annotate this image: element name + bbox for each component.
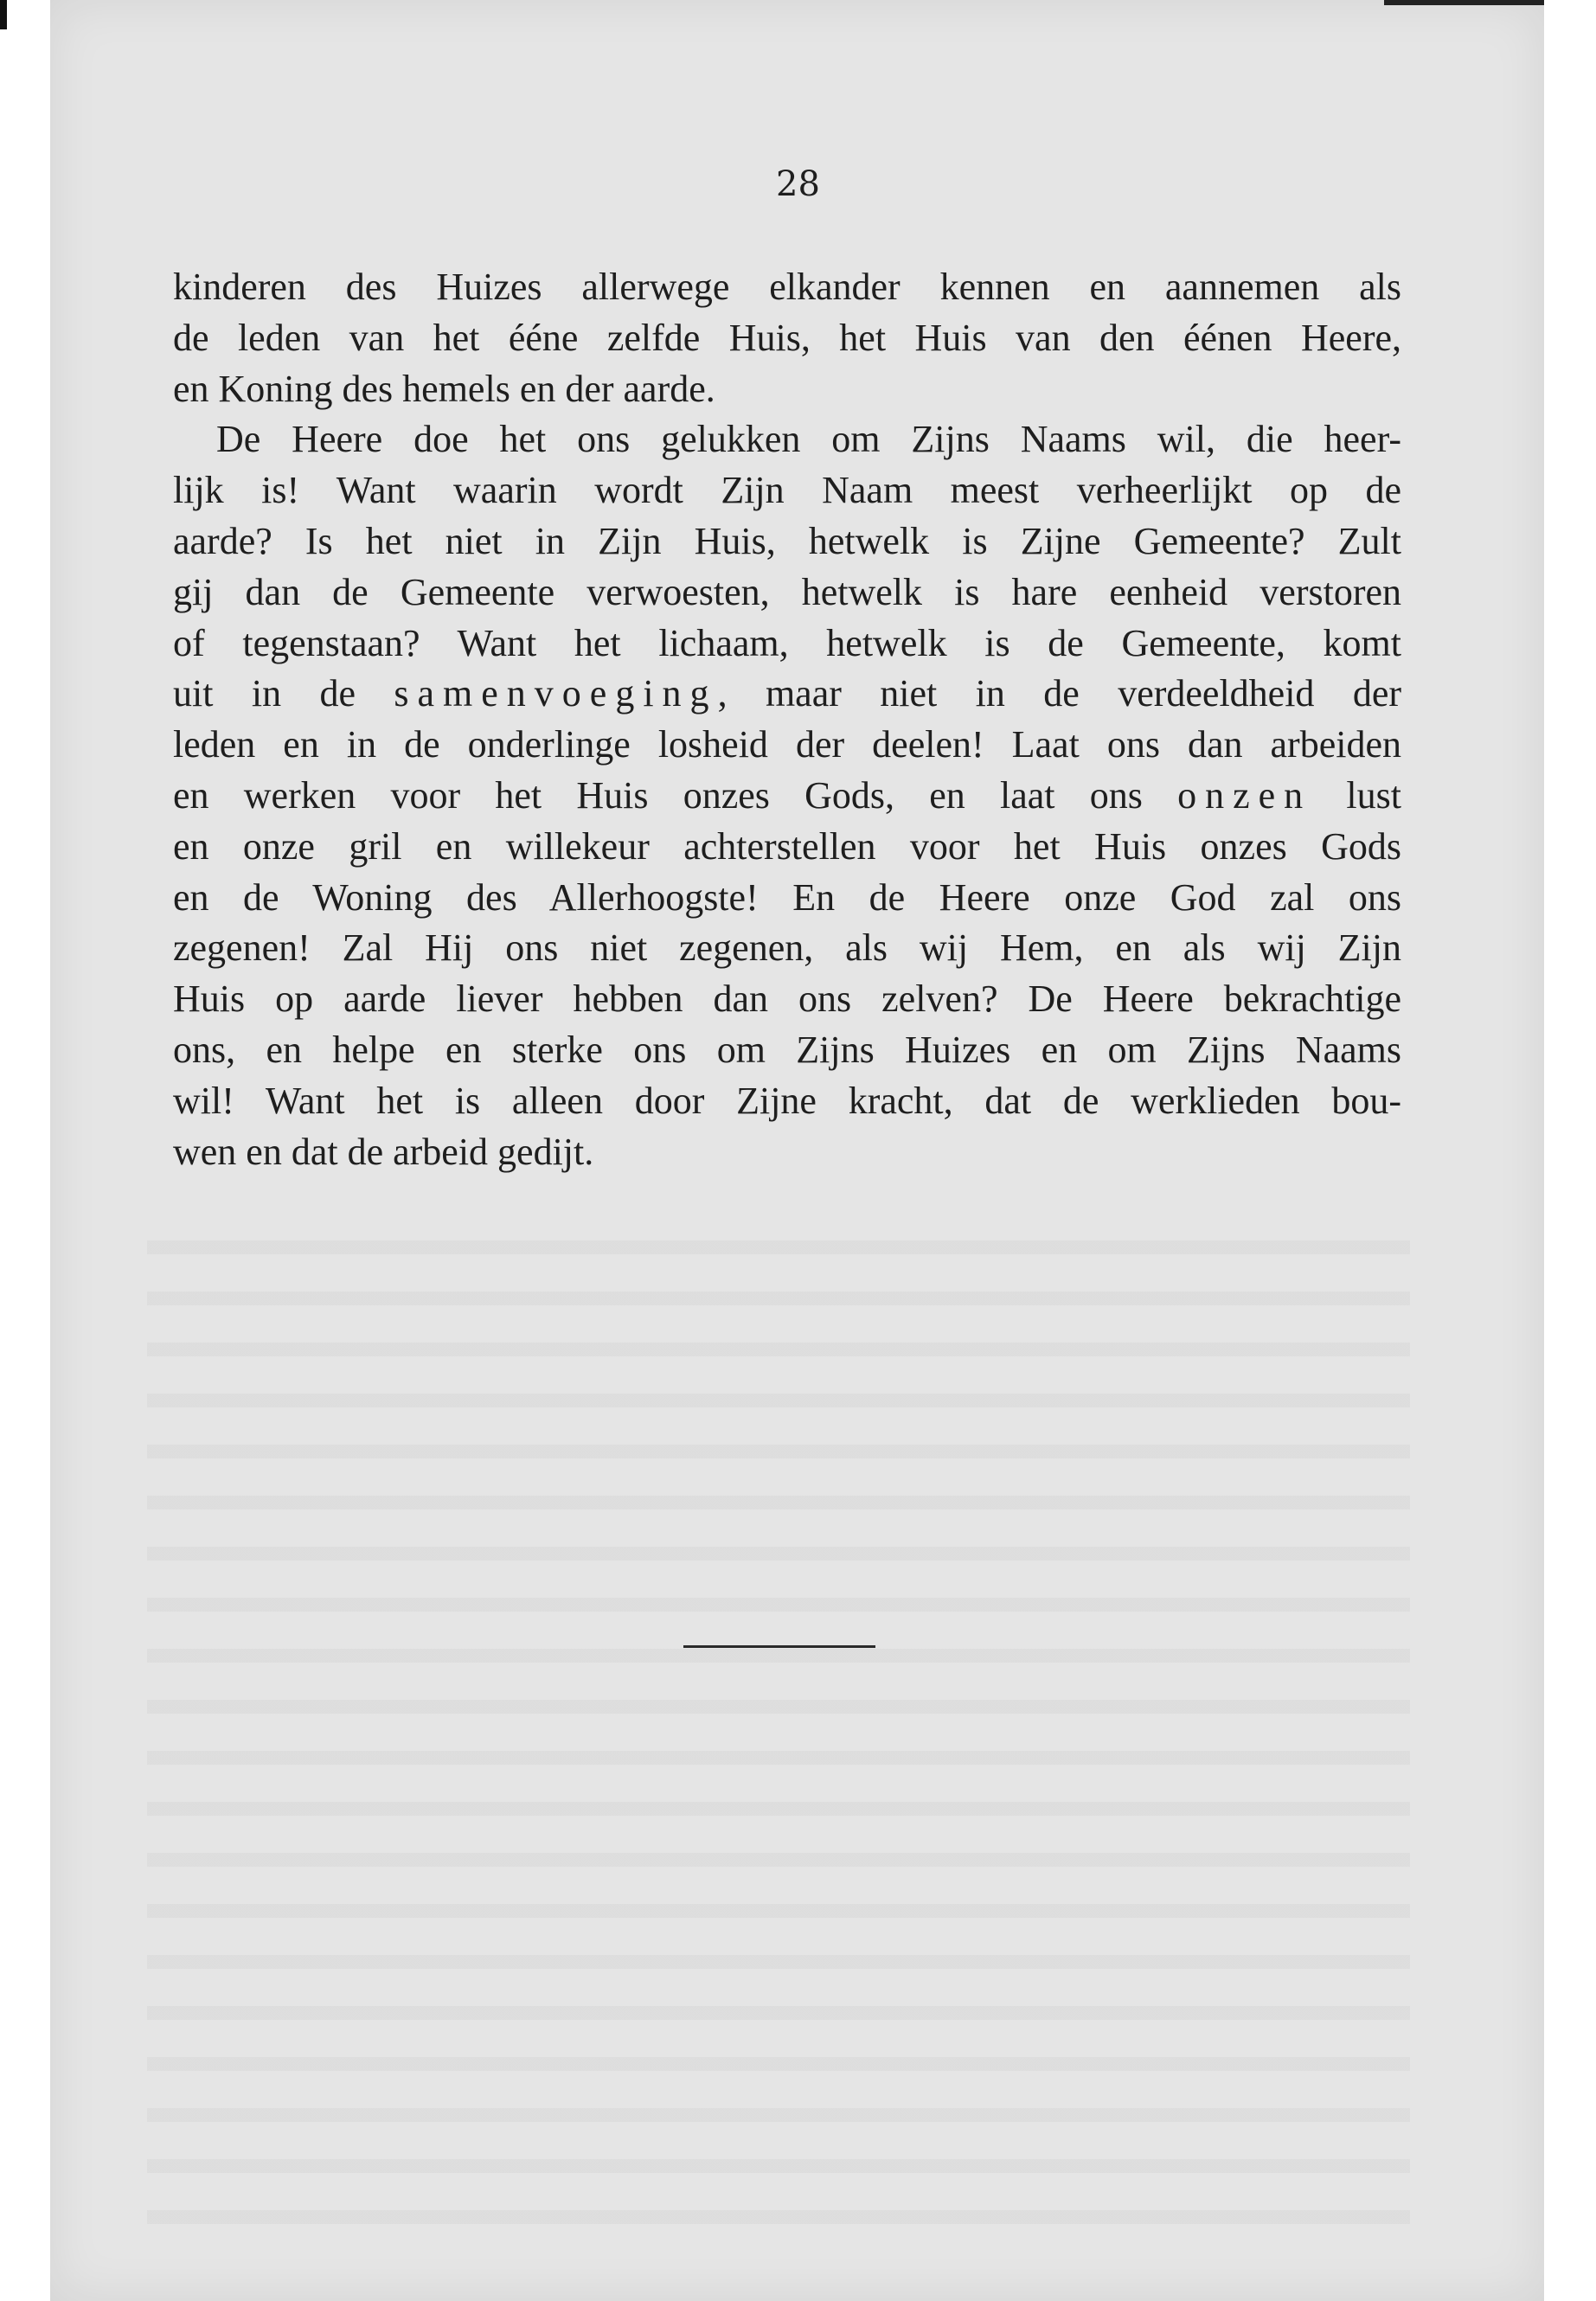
text-run: lust [1311,773,1401,817]
text-line: en onze gril en willekeur achterstellen voor het Huis onzes Gods [173,824,1401,868]
emphasized-word: onzen [1177,773,1312,817]
text-line: aarde? Is het niet in Zijn Huis, hetwelk is Zijne Gemeente? Zult [173,519,1401,562]
text-line: wil! Want het is alleen door Zijne kracht, dat de werklieden bou- [173,1079,1401,1122]
text-line: De Heere doe het ons gelukken om Zijns Naams wil, die heer- [216,418,1401,461]
text-line: lijk is! Want waarin wordt Zijn Naam meest verheerlijkt op de [173,469,1401,512]
text-line [173,669,1401,720]
text-line: kinderen des Huizes allerwege elkander kennen en aannemen als [173,266,1401,308]
body-text [173,262,1401,1177]
text-line: zegenen! Zal Hij ons niet zegenen, als wij Hem, en als wij Zijn [173,926,1401,970]
text-line: en Koning des hemels en der aarde. [173,367,715,410]
scan-top-edge-mark [1384,0,1544,5]
scan-right-margin [1544,0,1596,2301]
text-line: ons, en helpe en sterke ons om Zijns Huizes en om Zijns Naams [173,1028,1401,1071]
page-number: 28 [776,164,820,204]
bleed-through-texture [147,1211,1410,2232]
text-line: wen en dat de arbeid gedijt. [173,1130,594,1173]
text-line: gij dan de Gemeente verwoesten, hetwelk is hare eenheid verstoren [173,570,1401,613]
section-end-rule [683,1645,875,1648]
text-line: Huis op aarde liever hebben dan ons zelven? De Heere bekrachtige [173,977,1401,1021]
text-run: , maar niet in de verdeeldheid der [717,672,1401,715]
text-line: leden en in de onderlinge losheid der deelen! Laat ons dan arbeiden [173,723,1401,766]
text-line: en de Woning des Allerhoogste! En de Heere onze God zal ons [173,875,1401,919]
text-line: de leden van het ééne zelfde Huis, het Huis van den éénen Heere, [173,316,1401,359]
scan-left-margin [0,0,50,2301]
text-run: uit in de [173,672,394,715]
scan-edge-mark [0,0,7,29]
text-line: of tegenstaan? Want het lichaam, hetwelk is de Gemeente, komt [173,621,1401,664]
text-run: en werken voor het Huis onzes Gods, en laat ons [173,773,1178,817]
text-line [173,771,1401,822]
emphasized-word: samenvoeging [394,672,718,715]
